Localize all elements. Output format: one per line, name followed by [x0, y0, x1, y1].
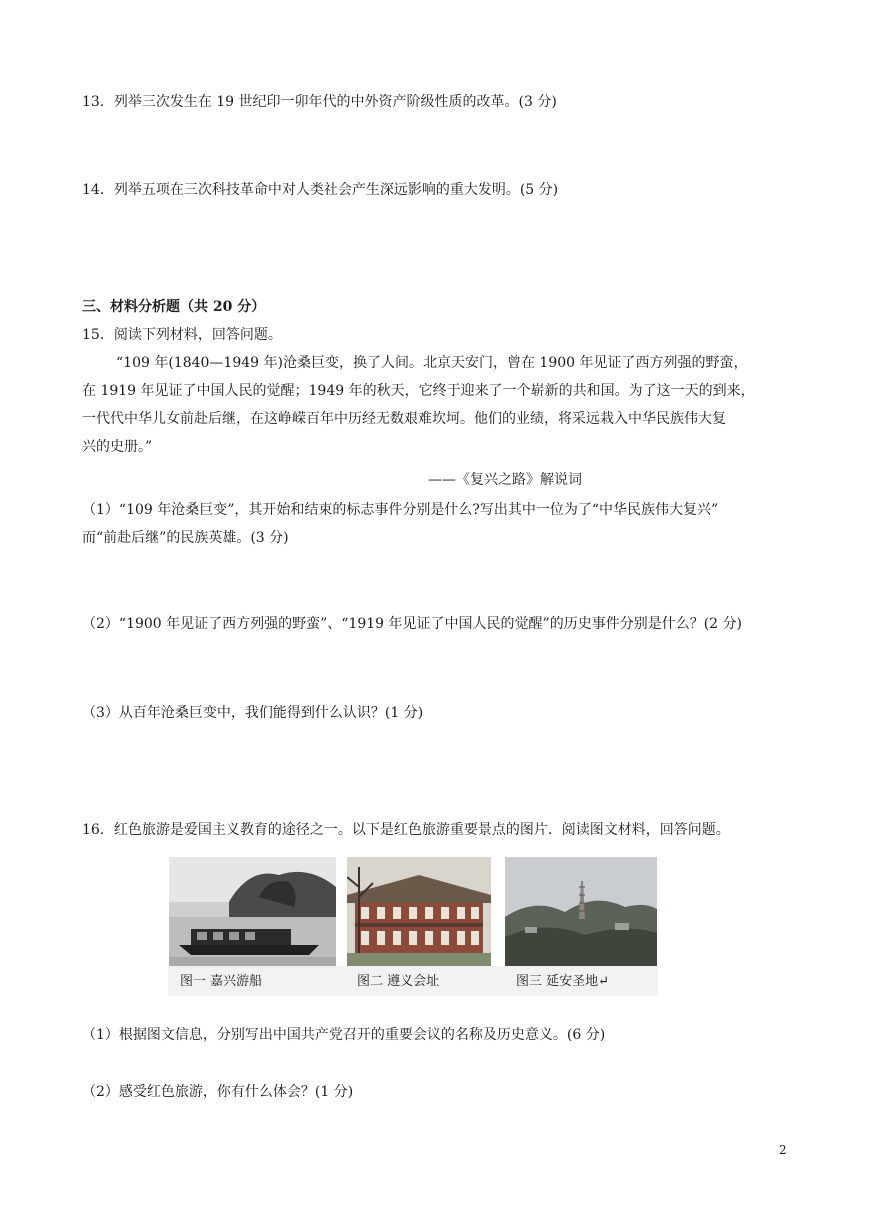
page-number: 2 [779, 1143, 787, 1157]
question-15-2: （2）“1900 年见证了西方列强的野蛮”、“1919 年见证了中国人民的觉醒”的历史事件分别是什么？(2 分) [82, 616, 742, 632]
material-quote-line-1: “109 年(1840—1949 年)沧桑巨变，换了人间。北京天安门，曾在 1900 年见证了西方列强的野蛮， [116, 355, 748, 371]
photo-yanan-pagoda [505, 857, 657, 966]
material-quote-line-3: 一代代中华儿女前赴后继，在这峥嵘百年中历经无数艰难坎坷。他们的业绩，将采远栽入中华民族伟大复 [82, 411, 726, 427]
question-13: 13．列举三次发生在 19 世纪印一卯年代的中外资产阶级性质的改革。(3 分) [82, 94, 557, 110]
question-16-2: （2）感受红色旅游，你有什么体会？(1 分) [82, 1084, 354, 1100]
material-quote-line-4: 兴的史册。” [82, 439, 153, 455]
question-15-1-line-2: 而“前赴后继”的民族英雄。(3 分) [82, 530, 289, 546]
caption-figure-2: 图二 遵义会址 [357, 974, 440, 989]
caption-figure-3: 图三 延安圣地↵ [516, 974, 610, 989]
section-heading: 三、材料分析题（共 20 分） [82, 299, 266, 315]
material-quote-line-2: 在 1919 年见证了中国人民的觉醒；1949 年的秋天，它终于迎来了一个崭新的共和国。为了这一天的到来， [82, 383, 755, 399]
question-15-3: （3）从百年沧桑巨变中，我们能得到什么认识？(1 分) [82, 705, 424, 721]
question-16-stem: 16．红色旅游是爱国主义教育的途径之一。以下是红色旅游重要景点的图片．阅读图文材料，回答问题。 [82, 822, 730, 838]
photo-jiaxing-boat [169, 857, 336, 966]
question-15-1-line-1: （1）“109 年沧桑巨变”，其开始和结束的标志事件分别是什么?写出其中一位为了“中华民族伟大复兴” [82, 502, 719, 518]
question-16-1: （1）根据图文信息，分别写出中国共产党召开的重要会议的名称及历史意义。(6 分) [82, 1027, 606, 1043]
photo-zunyi-site [347, 857, 491, 966]
question-14: 14．列举五项在三次科技革命中对人类社会产生深远影响的重大发明。(5 分) [82, 182, 559, 198]
material-source: ——《复兴之路》解说词 [428, 472, 582, 488]
caption-figure-1: 图一 嘉兴游船 [180, 974, 263, 989]
question-15-stem: 15．阅读下列材料，回答问题。 [82, 327, 282, 343]
